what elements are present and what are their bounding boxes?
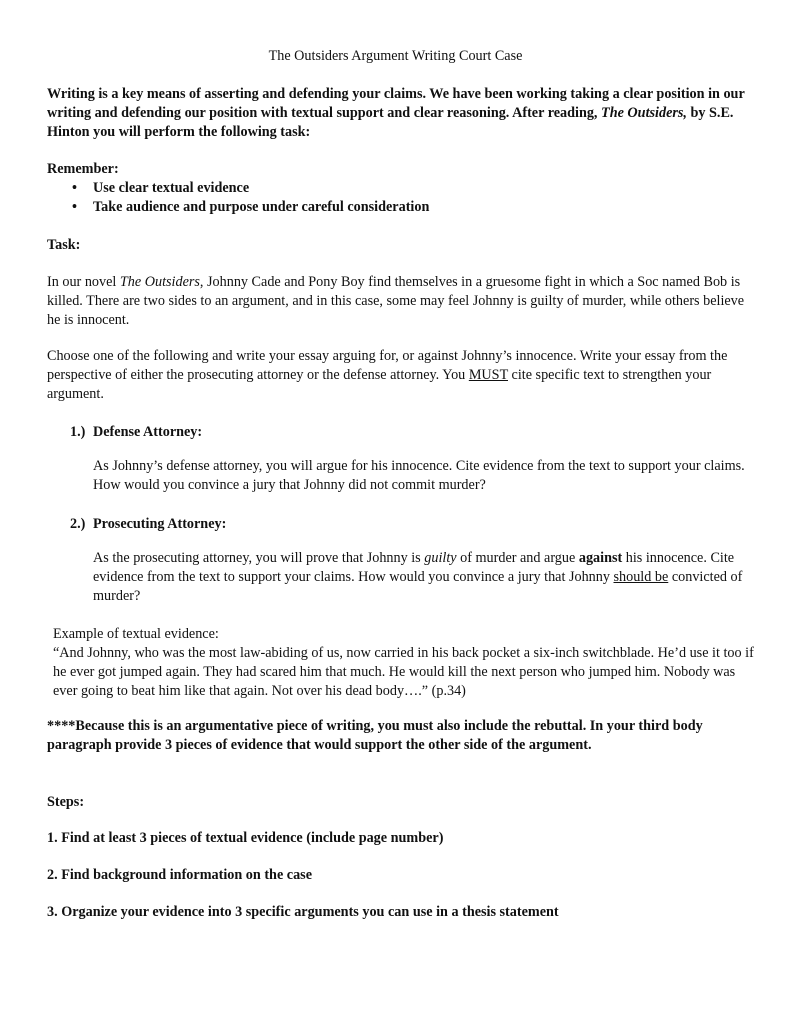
intro-paragraph: [47, 85, 759, 142]
task-paragraph-2: [47, 347, 759, 404]
example-quote: “And Johnny, who was the most law-abiding of us, now carried in his back pocket a six-inch switchblade. He’d use it too if he ever got jumped again. They had scared him that much. He would kill the next person who jumped him. Nobody was ever going to beat him like that again. Not over his dead body….” (p.34): [53, 645, 754, 699]
option-heading-prosecuting: Prosecuting Attorney:: [93, 516, 227, 532]
remember-heading: Remember:: [47, 161, 119, 177]
task-p2-must: MUST: [468, 367, 508, 383]
prosecuting-text-d: convicted of murder?: [93, 569, 743, 604]
document-title: The Outsiders Argument Writing Court Case: [268, 48, 523, 64]
option-heading-defense: Defense Attorney:: [93, 424, 203, 440]
rebuttal-note: ****Because this is an argumentative piece of writing, you must also include the rebuttal. In your third body paragraph provide 3 pieces of evidence that would support the other side of the argument.: [47, 718, 703, 753]
remember-item: • Take audience and purpose under careful consideration: [47, 198, 429, 217]
task-paragraph-1: [47, 273, 759, 330]
prosecuting-text-b: of murder and argue: [456, 550, 579, 566]
prosecuting-against: against: [578, 550, 623, 566]
task-p1-text-a: In our novel: [47, 274, 120, 290]
step-item: 3. Organize your evidence into 3 specific arguments you can use in a thesis statement: [47, 904, 559, 920]
option-text-defense: As Johnny’s defense attorney, you will argue for his innocence. Cite evidence from the text to support your claims. How would you convince a jury that Johnny did not commit murder?: [93, 458, 745, 493]
prosecuting-should-be: should be: [613, 569, 669, 585]
prosecuting-text-a: As the prosecuting attorney, you will prove that Johnny is: [93, 550, 425, 566]
intro-text-2: by S.E. Hinton you will perform the following task:: [47, 105, 734, 140]
step-item: 2. Find background information on the case: [47, 867, 312, 883]
task-p1-book-title: The Outsiders: [119, 274, 200, 290]
remember-list: [47, 179, 429, 217]
option-number: 2.): [70, 516, 86, 532]
intro-book-title: The Outsiders,: [601, 105, 687, 121]
remember-item: • Use clear textual evidence: [47, 179, 429, 198]
example-label: Example of textual evidence:: [53, 626, 219, 642]
intro-text-1: Writing is a key means of asserting and defending your claims. We have been working taking a clear position in our writing and defending our position with textual support and clear reasoning. After reading,: [47, 86, 745, 121]
option-text-prosecuting: [93, 549, 753, 606]
task-p2-text-a: Choose one of the following and write your essay arguing for, or against Johnny’s innocence. Write your essay from the perspective of either the prosecuting attorney or the defense attorney. You: [47, 348, 728, 383]
option-number: 1.): [70, 424, 86, 440]
step-item: 1. Find at least 3 pieces of textual evidence (include page number): [47, 830, 444, 846]
prosecuting-guilty: guilty: [424, 550, 457, 566]
prosecuting-text-c: his innocence. Cite evidence from the text to support your claims. How would you convince a jury that Johnny: [93, 550, 735, 585]
task-p1-text-b: , Johnny Cade and Pony Boy find themselves in a gruesome fight in which a Soc named Bob is killed. There are two sides to an argument, and in this case, some may feel Johnny is guilty of murder, while others believe he is innocent.: [47, 274, 745, 328]
task-p2-text-b: cite specific text to strengthen your argument.: [47, 367, 712, 402]
steps-heading: Steps:: [47, 794, 85, 810]
task-heading: Task:: [47, 237, 81, 253]
